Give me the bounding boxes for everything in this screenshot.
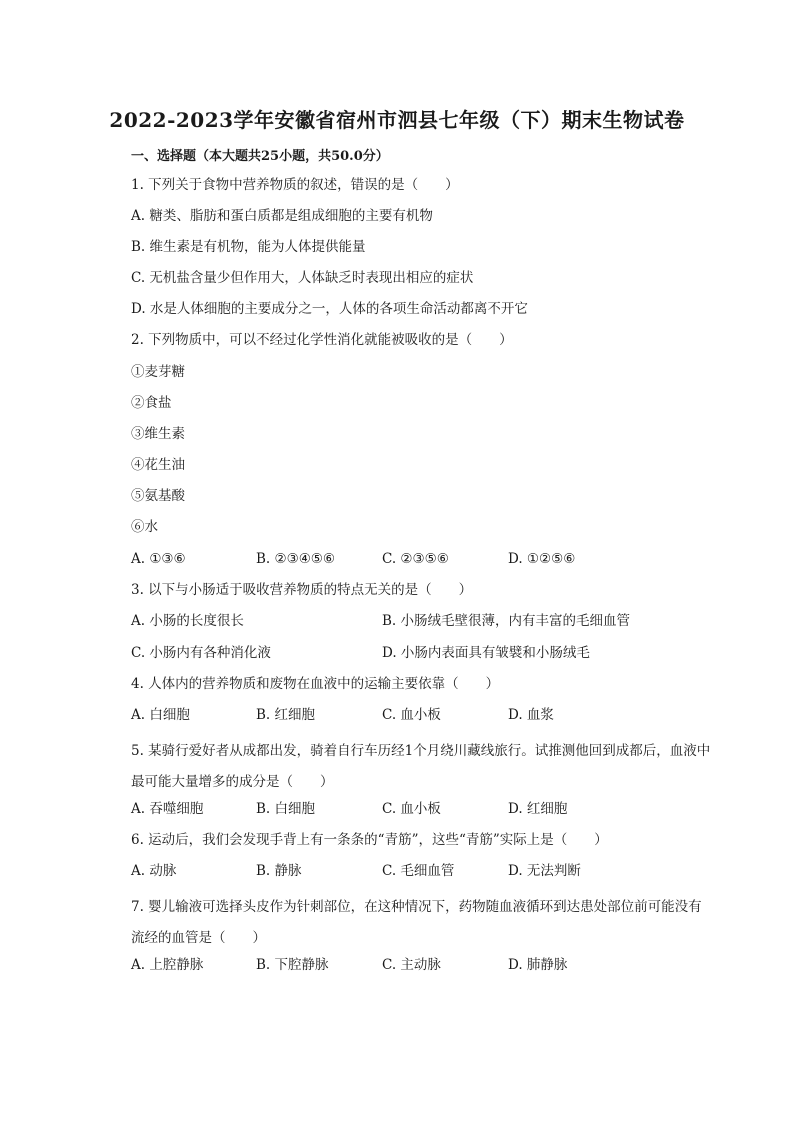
question-5-options	[131, 799, 711, 819]
question-5-option-d: D. 红细胞	[508, 801, 568, 817]
question-4-option-d: D. 血浆	[508, 707, 554, 723]
question-5-option-c: C. 血小板	[382, 801, 441, 817]
question-3-option-a: A. 小肠的长度很长	[131, 613, 244, 629]
question-2-stem: 2. 下列物质中，可以不经过化学性消化就能被吸收的是（ ）	[131, 332, 513, 348]
question-1-option-a: A. 糖类、脂肪和蛋白质都是组成细胞的主要有机物	[131, 208, 433, 224]
question-5-stem: 5. 某骑行爱好者从成都出发，骑着自行车历经1个月绕川藏线旅行。试推测他回到成都后，血液中最可能大量增多的成分是（ ）	[131, 743, 711, 790]
question-2-item-5: ⑤氨基酸	[131, 488, 185, 504]
question-2-item-6: ⑥水	[131, 519, 158, 535]
question-4-option-b: B. 红细胞	[256, 707, 316, 723]
question-4-option-a: A. 白细胞	[131, 707, 190, 723]
question-6-option-d: D. 无法判断	[508, 863, 581, 879]
question-7-stem: 7. 婴儿输液可选择头皮作为针刺部位，在这种情况下，药物随血液循环到达患处部位前可能没有流经的血管是（ ）	[131, 899, 702, 946]
question-2-option-b: B. ②③④⑤⑥	[256, 551, 336, 567]
question-3-option-d: D. 小肠内表面具有皱襞和小肠绒毛	[382, 645, 590, 661]
question-6-option-a: A. 动脉	[131, 863, 177, 879]
question-4-stem: 4. 人体内的营养物质和废物在血液中的运输主要依靠（ ）	[131, 676, 500, 692]
section-heading: 一、选择题（本大题共25小题，共50.0分）	[131, 149, 389, 164]
question-6-option-b: B. 静脉	[256, 863, 302, 879]
question-2-option-a: A. ①③⑥	[131, 551, 186, 567]
question-3-stem: 3. 以下与小肠适于吸收营养物质的特点无关的是（ ）	[131, 582, 473, 598]
question-1-option-d: D. 水是人体细胞的主要成分之一，人体的各项生命活动都离不开它	[131, 301, 528, 317]
question-7-option-d: D. 肺静脉	[508, 957, 568, 973]
question-7-options	[131, 955, 711, 975]
question-3-options-row-2	[131, 643, 711, 663]
question-1-stem: 1. 下列关于食物中营养物质的叙述，错误的是（ ）	[131, 177, 459, 193]
question-3-option-b: B. 小肠绒毛壁很薄，内有丰富的毛细血管	[382, 613, 631, 629]
question-2-option-c: C. ②③⑤⑥	[382, 551, 449, 567]
question-5-option-b: B. 白细胞	[256, 801, 316, 817]
question-6-option-c: C. 毛细血管	[382, 863, 455, 879]
question-2-item-3: ③维生素	[131, 426, 185, 442]
question-6-options	[131, 861, 711, 881]
question-1-option-b: B. 维生素是有机物，能为人体提供能量	[131, 239, 366, 255]
question-7-option-a: A. 上腔静脉	[131, 957, 204, 973]
question-5-option-a: A. 吞噬细胞	[131, 801, 204, 817]
question-7-option-c: C. 主动脉	[382, 957, 441, 973]
question-7-option-b: B. 下腔静脉	[256, 957, 329, 973]
question-2-options	[131, 549, 711, 569]
question-3-options-row-1	[131, 611, 711, 631]
question-6-stem: 6. 运动后，我们会发现手背上有一条条的“青筋”，这些“青筋”实际上是（ ）	[131, 832, 608, 848]
question-2-option-d: D. ①②⑤⑥	[508, 551, 576, 567]
question-2-item-1: ①麦芽糖	[131, 364, 185, 380]
question-4-options	[131, 705, 711, 725]
question-4-option-c: C. 血小板	[382, 707, 441, 723]
question-2-item-2: ②食盐	[131, 395, 172, 411]
question-3-option-c: C. 小肠内有各种消化液	[131, 645, 271, 661]
question-2-item-4: ④花生油	[131, 457, 185, 473]
page-title: 2022-2023学年安徽省宿州市泗县七年级（下）期末生物试卷	[109, 108, 685, 132]
question-1-option-c: C. 无机盐含量少但作用大，人体缺乏时表现出相应的症状	[131, 270, 474, 286]
